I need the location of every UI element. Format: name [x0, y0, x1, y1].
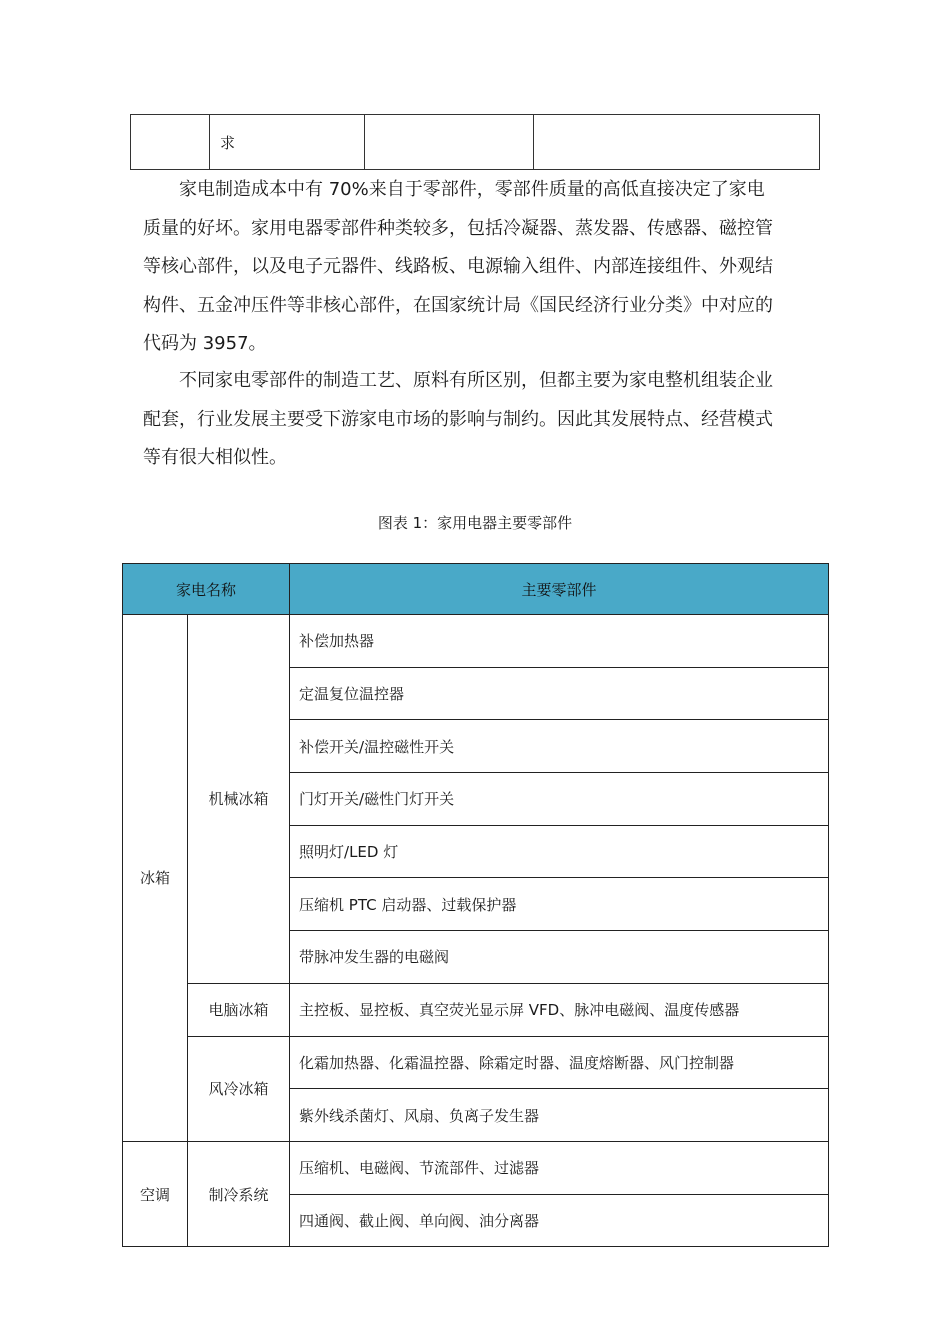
paragraph-line: 代码为 3957。: [143, 333, 267, 354]
part-cell: 照明灯/LED 灯: [290, 825, 829, 878]
part-cell: 压缩机 PTC 启动器、过载保护器: [290, 878, 829, 931]
paragraph-line: 不同家电零部件的制造工艺、原料有所区别，但都主要为家电整机组装企业: [179, 370, 773, 391]
paragraph-line: 构件、五金冲压件等非核心部件，在国家统计局《国民经济行业分类》中对应的: [143, 294, 773, 316]
table-header-row: [123, 564, 829, 615]
appliance-cell: 空调: [123, 1141, 188, 1246]
part-cell: 门灯开关/磁性门灯开关: [290, 773, 829, 826]
subtype-cell: 风冷冰箱: [188, 1036, 290, 1141]
paragraph-line: 等核心部件，以及电子元器件、线路板、电源输入组件、内部连接组件、外观结: [143, 256, 773, 277]
part-cell: 四通阀、截止阀、单向阀、油分离器: [290, 1194, 829, 1247]
paragraph-line: 家电制造成本中有 70%来自于零部件，零部件质量的高低直接决定了家电: [179, 179, 765, 200]
figure-caption: 图表 1：家用电器主要零部件: [377, 514, 573, 532]
table-row: [123, 615, 829, 668]
part-cell: 压缩机、电磁阀、节流部件、过滤器: [290, 1141, 829, 1194]
paragraph-line: 质量的好坏。家用电器零部件种类较多，包括冷凝器、蒸发器、传感器、磁控管: [143, 217, 773, 239]
table-cell: [365, 115, 534, 170]
part-cell: 带脉冲发生器的电磁阀: [290, 931, 829, 984]
paragraph-line: 配套，行业发展主要受下游家电市场的影响与制约。因此其发展特点、经营模式: [143, 408, 773, 430]
subtype-cell: 电脑冰箱: [188, 983, 290, 1036]
paragraph-1: [143, 171, 811, 364]
part-cell: 主控板、显控板、真空荧光显示屏 VFD、脉冲电磁阀、温度传感器: [290, 983, 829, 1036]
table-row: [123, 983, 829, 1036]
paragraph-2: [143, 362, 811, 478]
table-cell: [131, 115, 210, 170]
appliance-parts-table: [122, 563, 829, 1247]
table-row: [123, 1141, 829, 1194]
part-cell: 补偿开关/温控磁性开关: [290, 720, 829, 773]
part-cell: 定温复位温控器: [290, 667, 829, 720]
part-cell: 补偿加热器: [290, 615, 829, 668]
header-appliance: 家电名称: [123, 564, 290, 615]
paragraph-line: 等有很大相似性。: [143, 447, 287, 468]
header-parts: 主要零部件: [290, 564, 829, 615]
table-cell: [534, 115, 820, 170]
part-cell: 化霜加热器、化霜温控器、除霜定时器、温度熔断器、风门控制器: [290, 1036, 829, 1089]
appliance-cell: 冰箱: [123, 615, 188, 1142]
previous-table-fragment: [130, 114, 820, 170]
table-cell: 求: [210, 115, 365, 170]
table-row: [123, 1036, 829, 1089]
part-cell: 紫外线杀菌灯、风扇、负离子发生器: [290, 1089, 829, 1142]
subtype-cell: 制冷系统: [188, 1141, 290, 1246]
subtype-cell: 机械冰箱: [188, 615, 290, 984]
